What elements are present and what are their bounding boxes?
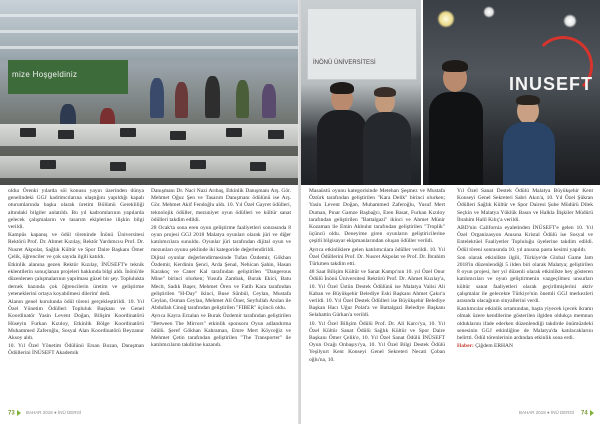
- laptop: [190, 160, 206, 169]
- laptop: [58, 130, 74, 139]
- person-suit: [429, 92, 483, 185]
- paragraph: 10. Yıl Özel Yönetim Ödülünü Ersan Bozan, Danışman Ödüllerini İNÜSEFT Akademik: [8, 343, 144, 357]
- paragraph: Dijital oyunlar değerlendirmesinde Tufan Özdemir, Gökhan Özdemir, Kerdinin Şenci, Arda Şenal, Nehican Şahin, Hasan Karakoç ve Caner Kal tarafından geliştirilen "Dangerous Mine" birinci olurken; Yusufa Zambak, Burak Ekici, Batu Mecit, Sadık Başer, Mehmet Ören ve Fatih Kara tarafından geliştirilen "H-Day" ikinci, Buse Sünbül, Ceylan, Mustafa Ceylan, Osman Ceylan, Mehmet Ali Öner, Seyfullah Arslan ile Abdullah Cinoğ tarafından geliştirilen "FIBER" üçüncü oldu.: [151, 254, 291, 312]
- paragraph: 28 Ocak'ta sona eren oyun geliştirme faaliyetleri sonrasında 8 oyun projesi GGJ 2018 Malatya oyunları olarak jüri ve diğer katılımcılara sunuldu. Oyunlar jüri tarafından dijital oyun ve mezunları oyunu şeklinde iki kategoride değerlendirildi.: [151, 225, 291, 253]
- ceiling-beam: [0, 30, 299, 33]
- laptop: [20, 128, 36, 137]
- event-hall-photo: [0, 0, 299, 185]
- paragraph: Son olarak etkinlikte ilgili, Türkiye'de Global Game Jam 2018'in düzenlendiği 5 ilden biri olarak Malatya; geliştirilen 8 oyun projesi, her yıl düzenli olarak etkinlikte hey gösteren katılımcıları ve oyun geliştirmenin vazgeçilmez unsurları kültür sanat faaliyetleri olarak geçirilmişlerini aktiv çalışmalar ile gelecekte Türkiye'nin önemli GGJ merkezleri arasında olacağının sinyallerini verdi.: [457, 254, 593, 305]
- laptop: [120, 128, 136, 137]
- person-suit: [317, 110, 367, 185]
- article-column-3: [309, 188, 445, 365]
- laptop: [250, 162, 266, 171]
- right-page: [301, 0, 600, 424]
- page-number-right: [581, 410, 594, 417]
- laptop: [170, 131, 186, 140]
- stage-light: [563, 14, 577, 28]
- page-number-value: 74: [581, 410, 588, 417]
- paragraph: Ayrıca Kayra Erzalan ve Burak Özdemir tarafından geliştirilen "Between The Mirrors" etkinlik sponsoru Oyun adlandırma ödülü. Şeref Gökhan Kahraman, Emre Mert Köyceğiz ve Mehmet Çetin tarafından geliştirilen "The Transporter" ile katılımcıların takdirine kazandı.: [151, 313, 291, 349]
- left-page: [0, 0, 299, 424]
- author-line: [457, 343, 593, 350]
- stage-light: [483, 6, 495, 18]
- paragraph: Katılımcılar etkinlik ortamından, başta yiyecek içecek ikramı olmak üzere kendilerine gösterilen ilgiden oldukça memnun olduklarını ifade ederken düzenlendiği takdirde önümüzdeki senesinin GGJ etkinliğine de Malatya'da katılacaklarını belirtti. Ödül törenlerinin ardından etkinlik sona erdi.: [457, 306, 593, 342]
- page-number-left: [8, 410, 21, 417]
- paragraph: Kampüs kapanış ve ödül töreninde İnönü Üniversitesi Rektörü Prof. Dr. Ahmet Kızılay, Rektör Yardımcısı Prof. Dr. Nusret Akpolat, Sağlık Kültür ve Spor Daire Başkanı Ömer Çelik, öğrenciler ve çok sayıda ilgili katıldı.: [8, 232, 144, 260]
- person-suit: [363, 112, 411, 185]
- attendee: [205, 76, 220, 118]
- article-column-1: [8, 188, 144, 359]
- article-column-2: [151, 188, 291, 350]
- attendee: [236, 80, 249, 118]
- page-number-value: 73: [8, 410, 15, 417]
- laptop: [226, 128, 242, 137]
- person-hair: [442, 60, 468, 72]
- paragraph: Etkinlik alanına gezen Rektör Kızılay, İNÜSEFT'e teknik eklentilerin sonuçlanan projeleri hakkında bilgi aldı. İnönü'de düzenlenen çalışmalarının yapılması güzel bir şey. Toplulukta dernek bazında çok öğrencilerin üretim ve geliştirme yeteneklerini ortaya koyabilmesi dilerim' dedi.: [8, 262, 144, 297]
- footer-right: BAHAR 2018 ● İNÜ DERGİ: [519, 410, 575, 415]
- stage-photo: [423, 0, 600, 185]
- ceiling-beam: [0, 14, 299, 17]
- welcome-banner-text: mize Hoşgeldiniz: [12, 70, 78, 79]
- person-suit: [503, 122, 555, 185]
- footer-left: BAHAR 2018 ● İNÜ DERGİ: [26, 410, 82, 415]
- page-marker-icon: [17, 410, 21, 416]
- stage-light: [437, 10, 455, 28]
- laptop: [268, 130, 284, 139]
- attendee: [262, 84, 276, 118]
- person-hair: [330, 82, 354, 94]
- paragraph: Masaüstü oyunu kategorisinde Metehan Şeşmez ve Mustafa Öztürk tarafından geliştirilen "Kara Delik" birinci olurken; Yasin Levent Doğan, Muhammed Zaferoğlu, Yusuf Mert Duman, Pınar Gamze Başbağcı, Eren Basat, Furkan Kızıloy tarafından geliştirilen "Battalgazi" ikinci ve Ahmet Münir Kozaman ile Emin Akbulut tarafından geliştirilen "Troplik" üçüncü oldu. Deneyime giren oyunların geliştiricilerine çeşitli bilgisayar ekipmanlarından oluşan ödüller verildi.: [309, 188, 445, 245]
- hall-ceiling: [0, 0, 299, 58]
- paragraph: Danışmanı Dr. Naci Nazi Arıbaş, Etkinlik Danışmanı Arş. Gör. Mehmet Oğuz Şen ve Tasarım Danışmanı ödülünü ise Arş. Gör. Mehmet Akif Fendoğlu aldı. 10. Yıl Özel Gayret ödülleri, teknolojik ödüller, mezuniyet oyun ödülleri ve kültür sanat ödülleri takdim edildi.: [151, 188, 291, 223]
- attendee: [175, 82, 188, 118]
- paragraph: Ayrıca etkinliklere gelen katılımcılara ödüller verildi. 10. Yıl Özel Ödüllerini Prof. Dr. Nusret Akpolat ve Prof. Dr. İbrahim Türkmen takdim etti.: [309, 246, 445, 268]
- university-sign: [307, 8, 417, 80]
- author-name: Çiğdem ERHAN: [475, 343, 513, 350]
- university-photo: [301, 0, 421, 185]
- paragraph: ABD'nin California eyaletinden İNÜSEFT'e gelen 10. Yıl Özel Organizasyon Anısına Kristal Ödülü ise Sosyal ve Entelektüel Faaliyetler Topluluğu üyelerine takdim edildi. Ödül töreni sonrasında 10. yıl anısına pasta kesimi yapıldı.: [457, 225, 593, 253]
- paragraph: 10. Yıl Özel Bilişim Ödülü Prof. Dr. Ali Karcı'ya, 10. Yıl Özel Kültür Sanat Ödülü Sağlık Kültür ve Spor Daire Başkanı Ömer Çelik'e, 10. Yıl Özel Sanat Ödülü İNÜSEFT Oyun Ocağı Onbaşıyı'ya, 10. Yıl Özel Bilgi Destek Ödülü Yeşilyurt Kent Konseyi Genel Sekreteri Necati Çoban oğlu'na, 10.: [309, 320, 445, 363]
- paragraph: Alanın genel kurulunda ödül töreni gerçekleştirildi. 10. Yıl Özel Yönetim Ödülleri Topluluk Başkanı ve Genel Koordinatör Yasin Levent Doğan, Bilişim Koordinatörü Hüseyin Furkan Kızıloy, Etkinlik Bölge Koordinatörü Muhammed Zaferoğlu, Sosyal Alan Koordinatörü Beyzanur Aksoy aldı.: [8, 299, 144, 342]
- paragraph: olduı Örenki yılarda söi konusu yayın üzerinden dünya genelindeki GGJ kadrimcılarına ulaştığını yapıldığı kapalı oturumlarında başka olarak üretim Bölümü Gerekliliği altındaki bilgiler anlatıldı. Bu yıl kadromlarının yapılarda gelecek çalışmaların ve tasarım ekiplerine ilişkin bilgi verildi.: [8, 188, 144, 231]
- laptop: [40, 160, 56, 169]
- paragraph: 48 Saat Bilişim Kültür ve Sanat Kampı'nın 10. yıl Özel Onur Ödülü İnönü Üniversitesi Rektörü Prof. Dr. Ahmet Kızılay'a, 10. Yıl Özel Üstün Destek Ödülünü ise Malatya Valisi Ali Kaban ve Büyükşehir Belediye Eski Başkanı Ahmet Çakır'a verildi. 10. Yıl Özel Destek Ödülleri ise Büyükşehir Belediye Başkan Hacı Uğur Polat'a ve Battalgazi Belediye Başkanı Selahattin Gürkan'a verildi.: [309, 269, 445, 319]
- article-column-4: [457, 188, 593, 351]
- university-sign-text: İNÖNÜ ÜNİVERSİTESİ: [313, 60, 376, 66]
- brand-logo-text: INUSEFT: [509, 74, 594, 94]
- person-hair: [516, 95, 540, 105]
- work-table: [0, 124, 299, 146]
- ceiling-beam: [0, 46, 299, 49]
- attendee: [150, 78, 164, 118]
- person-hair: [374, 87, 396, 97]
- paragraph: Yıl Özel Sanat Destek Ödülü Malatya Büyükşehir Kent Konseyi Genel Sekreteri Sabri Akın'a, 10. Yıl Özel Şükran Ödülleri Sağlık Kültür ve Spor Dairesi Şube Müdürü Dilek Seçkin ve Malatya Yüklük Basın ve Halkla İlişkiler Müdürü İbrahim Halil Kılıç'a verildi.: [457, 188, 593, 223]
- page-marker-icon: [590, 410, 594, 416]
- author-label: Haber:: [457, 343, 474, 350]
- laptop: [110, 162, 126, 171]
